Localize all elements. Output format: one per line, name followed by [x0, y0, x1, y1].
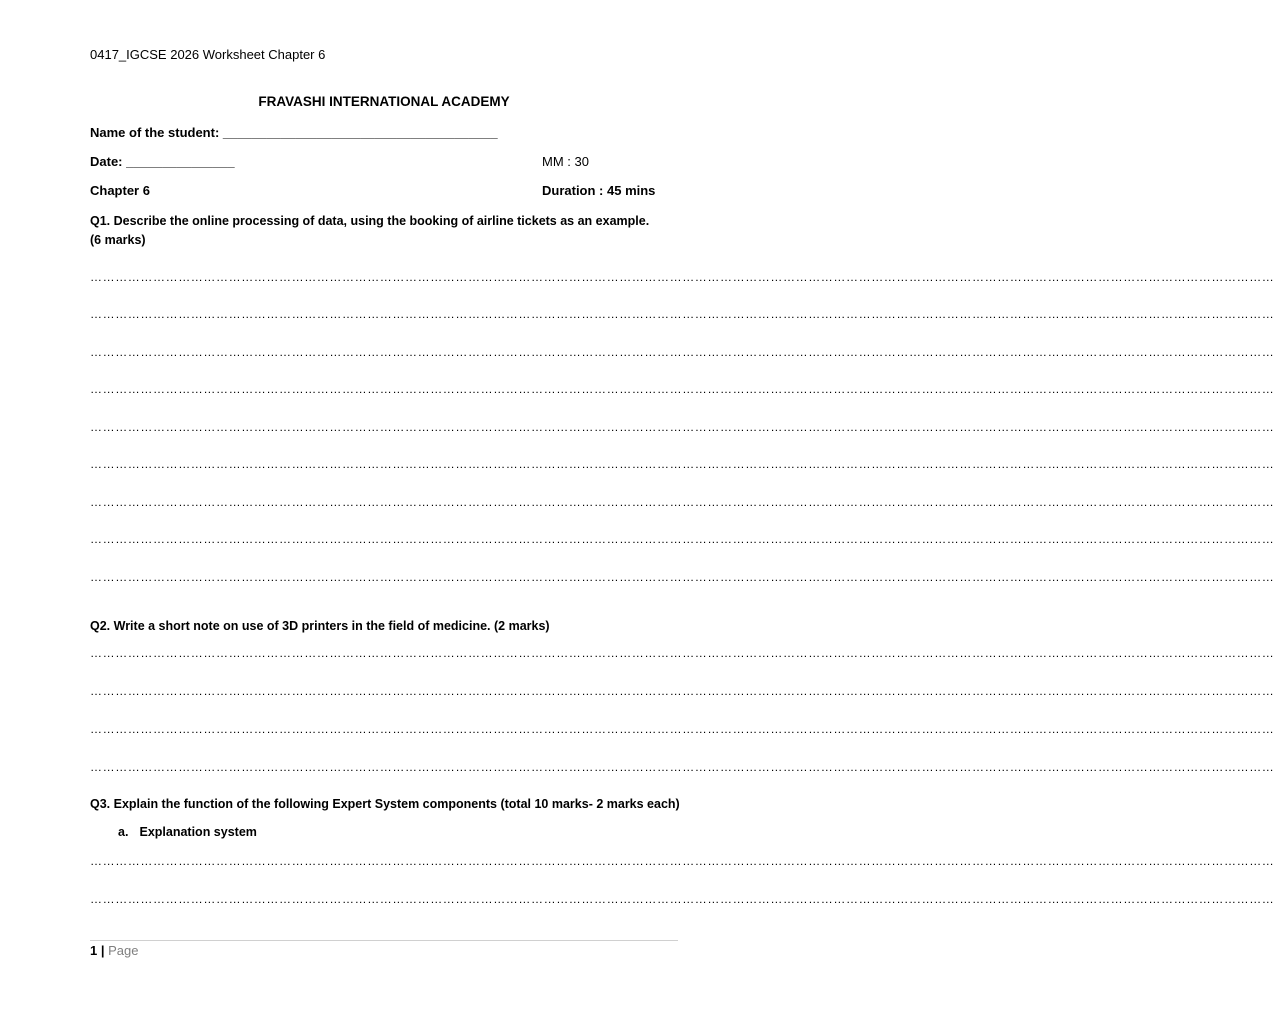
document-header: 0417_IGCSE 2026 Worksheet Chapter 6	[90, 47, 326, 62]
question-3: Q3. Explain the function of the following Expert System components (total 10 marks- 2 marks each)	[90, 797, 680, 811]
chapter-label: Chapter 6	[90, 183, 150, 198]
sub-question-text: Explanation system	[139, 825, 257, 839]
question-3a	[118, 825, 257, 839]
answer-line: …………………………………………………………………………………………………………………………………………………………………………………………………………………………………………………………	[90, 532, 1274, 546]
answer-line: …………………………………………………………………………………………………………………………………………………………………………………………………………………………………………………………	[90, 760, 1274, 774]
answer-line: …………………………………………………………………………………………………………………………………………………………………………………………………………………………………………………………	[90, 892, 1274, 906]
question-1-marks: (6 marks)	[90, 233, 146, 247]
page-label: Page	[108, 943, 139, 958]
max-marks: MM : 30	[542, 154, 589, 169]
page-footer	[90, 943, 139, 958]
school-name: FRAVASHI INTERNATIONAL ACADEMY	[258, 94, 510, 109]
answer-line: …………………………………………………………………………………………………………………………………………………………………………………………………………………………………………………………	[90, 382, 1274, 396]
answer-line: …………………………………………………………………………………………………………………………………………………………………………………………………………………………………………………………	[90, 722, 1274, 736]
answer-line: …………………………………………………………………………………………………………………………………………………………………………………………………………………………………………………………	[90, 684, 1274, 698]
date-field: Date: _______________	[90, 154, 235, 169]
answer-line: …………………………………………………………………………………………………………………………………………………………………………………………………………………………………………………………	[90, 307, 1274, 321]
duration-label: Duration : 45 mins	[542, 183, 656, 198]
question-1	[90, 212, 649, 250]
answer-line: …………………………………………………………………………………………………………………………………………………………………………………………………………………………………………………………	[90, 646, 1274, 660]
footer-divider	[90, 940, 678, 941]
footer-separator: |	[100, 943, 105, 958]
page-number: 1	[90, 943, 98, 958]
answer-line: …………………………………………………………………………………………………………………………………………………………………………………………………………………………………………………………	[90, 345, 1274, 359]
answer-line: …………………………………………………………………………………………………………………………………………………………………………………………………………………………………………………………	[90, 270, 1274, 284]
student-name-field: Name of the student: ______________________________________	[90, 125, 498, 140]
question-2: Q2. Write a short note on use of 3D printers in the field of medicine. (2 marks)	[90, 619, 550, 633]
answer-line: …………………………………………………………………………………………………………………………………………………………………………………………………………………………………………………………	[90, 495, 1274, 509]
answer-line: …………………………………………………………………………………………………………………………………………………………………………………………………………………………………………………………	[90, 570, 1274, 584]
sub-question-marker: a.	[118, 825, 129, 839]
question-1-text: Q1. Describe the online processing of data, using the booking of airline tickets as an example.	[90, 214, 650, 228]
answer-line: …………………………………………………………………………………………………………………………………………………………………………………………………………………………………………………………	[90, 420, 1274, 434]
answer-line: …………………………………………………………………………………………………………………………………………………………………………………………………………………………………………………………	[90, 457, 1274, 471]
answer-line: …………………………………………………………………………………………………………………………………………………………………………………………………………………………………………………………	[90, 854, 1274, 868]
